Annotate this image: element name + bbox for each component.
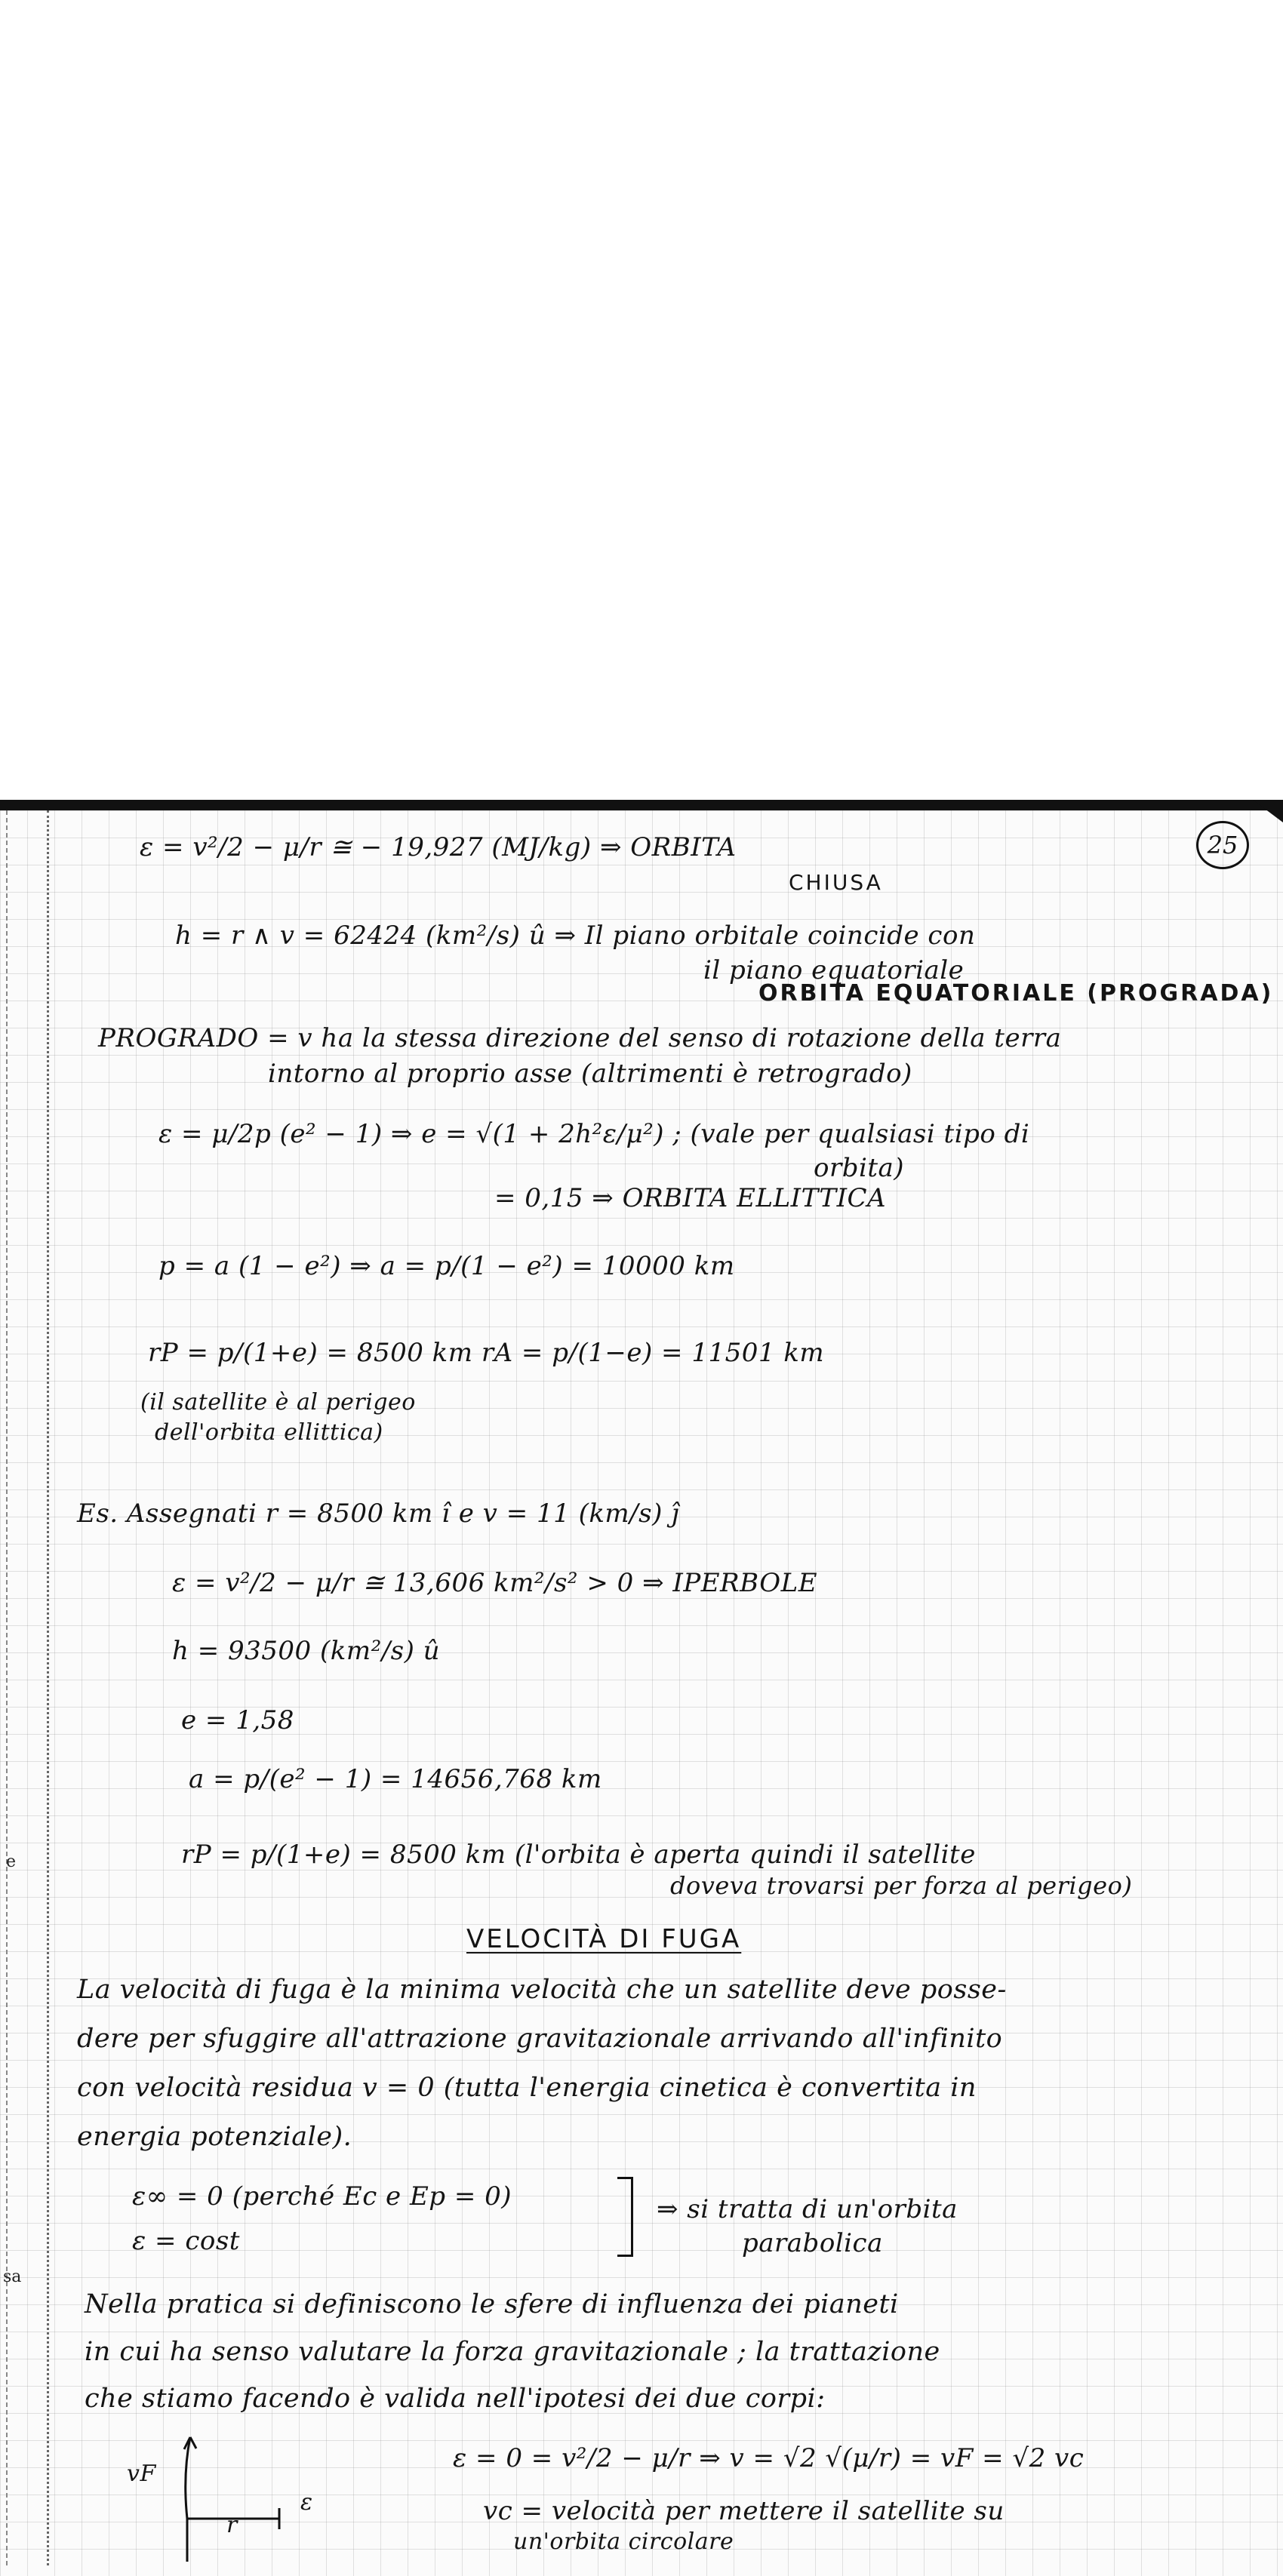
constant-energy: ε = cost [132,2226,240,2256]
margin-line [47,810,49,2565]
spiral-edge [0,810,8,2565]
example-perigee: rP = p/(1+e) = 8500 km (l'orbita è aperta quindi il satellite [181,1840,976,1870]
eccentricity-note-cont: orbita) [814,1153,905,1183]
energy-equation: ε = v²/2 − μ/r ≅ − 19,927 (MJ/kg) ⇒ ORBITA [140,832,737,862]
paragraph-line: La velocità di fuga è la minima velocità che un satellite deve posse- [77,1975,1007,2005]
brace [617,2177,633,2257]
angular-momentum-equation: h = r ∧ v = 62424 (km²/s) û ⇒ Il piano orbitale coincide con [175,921,976,951]
parabolic-orbit-note: ⇒ si tratta di un'orbita [657,2194,958,2224]
section-heading: VELOCITÀ DI FUGA [466,1924,742,1954]
example-angular-momentum: h = 93500 (km²/s) û [172,1636,441,1666]
page-number: 25 [1196,821,1249,869]
paragraph-line: che stiamo facendo è valida nell'ipotesi dei due corpi: [85,2384,826,2414]
equatorial-orbit-label: ORBITA EQUATORIALE (PROGRADA) [758,980,1274,1007]
prograde-definition-cont: intorno al proprio asse (altrimenti è retrogrado) [268,1059,912,1089]
paragraph-line: in cui ha senso valutare la forza gravitazionale ; la trattazione [85,2337,940,2367]
margin-fragment: e [6,1852,17,1871]
sketch-label-r: r [226,2512,238,2538]
escape-velocity-equation: ε = 0 = v²/2 − μ/r ⇒ v = √2 √(μ/r) = vF = √2 vc [453,2443,1085,2473]
perigee-note: (il satellite è al perigeo [140,1389,416,1416]
energy-sketch [113,2430,355,2565]
example-givens: Es. Assegnati r = 8500 km î e v = 11 (km/s) ĵ [77,1499,680,1529]
eccentricity-equation: ε = μ/2p (e² − 1) ⇒ e = √(1 + 2h²ε/μ²) ; (vale per qualsiasi tipo di [158,1119,1030,1149]
blank-top-area [0,0,1283,800]
example-energy: ε = v²/2 − μ/r ≅ 13,606 km²/s² > 0 ⇒ IPERBOLE [172,1568,818,1598]
example-semimajor-axis: a = p/(e² − 1) = 14656,768 km [189,1764,602,1794]
paragraph-line: dere per sfuggire all'attrazione gravitazionale arrivando all'infinito [77,2024,1003,2054]
paragraph-line: Nella pratica si definiscono le sfere di influenza dei pianeti [85,2289,899,2319]
paragraph-line: con velocità residua v = 0 (tutta l'energia cinetica è convertita in [77,2073,977,2103]
circular-velocity-definition: vc = velocità per mettere il satellite su [483,2496,1005,2526]
sketch-label-epsilon: ε [300,2489,313,2516]
paragraph-line: energia potenziale). [77,2122,352,2152]
circular-velocity-definition-cont: un'orbita circolare [513,2528,734,2555]
equatorial-plane-note: il piano equatoriale [703,955,965,985]
prograde-definition: PROGRADO = v ha la stessa direzione del senso di rotazione della terra [98,1023,1062,1053]
parabolic-orbit-note-cont: parabolica [742,2228,883,2258]
semimajor-axis-equation: p = a (1 − e²) ⇒ a = p/(1 − e²) = 10000 km [158,1251,735,1281]
perigee-apogee-equation: rP = p/(1+e) = 8500 km rA = p/(1−e) = 11501 km [148,1338,825,1368]
perigee-note-cont: dell'orbita ellittica) [155,1419,383,1446]
example-perigee-note: doveva trovarsi per forza al perigeo) [670,1871,1133,1900]
sketch-label-vf: vF [127,2461,156,2487]
sketch-axis [186,2437,279,2519]
infinity-energy: ε∞ = 0 (perché Ec e Ep = 0) [132,2181,512,2212]
orbit-closed-label: CHIUSA [789,870,883,895]
eccentricity-value: = 0,15 ⇒ ORBITA ELLITTICA [494,1183,887,1213]
margin-fragment: sa [3,2267,22,2286]
example-eccentricity: e = 1,58 [181,1705,294,1735]
